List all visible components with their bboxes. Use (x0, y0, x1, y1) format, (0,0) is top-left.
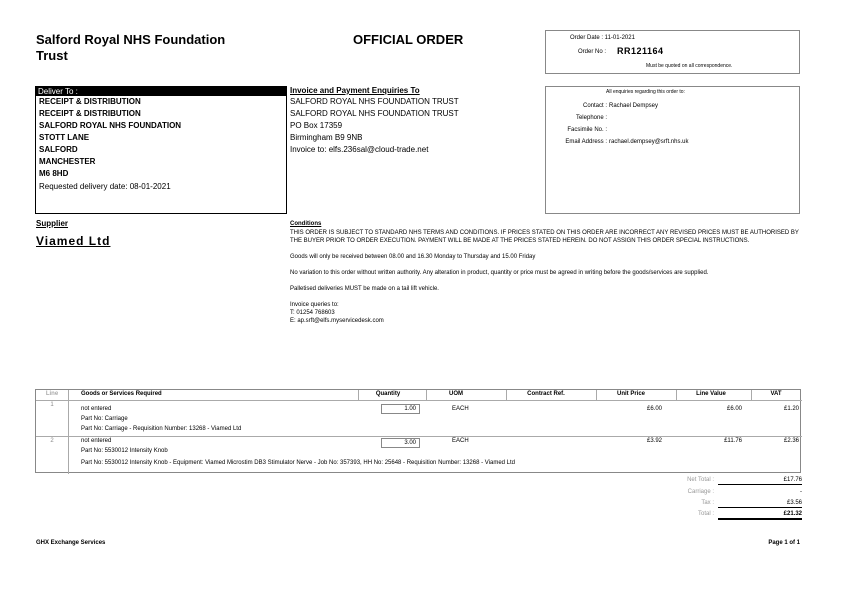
conditions-p5-l3: E: ap.srft@elfs.myservicedesk.com (290, 318, 384, 324)
col-vat-header: VAT (770, 391, 782, 397)
col-qty-header: Quantity (375, 391, 401, 397)
address-line: STOTT LANE (39, 133, 90, 142)
row-unit: £3.92 (646, 438, 662, 444)
row-vat: £1.20 (783, 406, 799, 412)
tax-label: Tax : (701, 500, 714, 506)
row-desc1: not entered (81, 438, 112, 444)
supplier-name: Viamed Ltd (36, 234, 111, 248)
trust-name-line1: Salford Royal NHS Foundation (36, 32, 226, 47)
col-linevalue-header: Line Value (696, 391, 726, 397)
deliver-to-label: Deliver To : (36, 87, 286, 96)
footer-page-number: Page 1 of 1 (768, 540, 800, 546)
invoice-block (290, 86, 545, 156)
row-uom: EACH (452, 406, 469, 412)
address-line: SALFORD ROYAL NHS FOUNDATION (39, 121, 182, 130)
col-goods-header: Goods or Services Required (81, 391, 162, 397)
email-value: rachael.dempsey@srft.nhs.uk (609, 139, 689, 145)
address-line: RECEIPT & DISTRIBUTION (39, 97, 141, 106)
conditions-p2: Goods will only be received between 08.00 and 16.30 Monday to Thursday and 15.00 Friday (290, 254, 536, 260)
contact-label: Contact : (582, 103, 607, 109)
order-no-value: RR121164 (617, 46, 664, 56)
order-info-box (545, 30, 800, 74)
fax-label: Facsimile No. : (567, 127, 607, 133)
col-line-header: Line (45, 391, 59, 397)
invoice-line: PO Box 17359 (290, 121, 343, 130)
deliver-to-address (36, 96, 286, 180)
address-line: M6 8HD (39, 169, 69, 178)
table-row (36, 401, 802, 437)
conditions-block (290, 220, 802, 325)
doc-title: OFFICIAL ORDER (353, 32, 464, 47)
row-vat: £2.36 (783, 438, 799, 444)
enquiries-header: All enquiries regarding this order to: (606, 89, 685, 95)
invoice-line: Invoice to: elfs.236sal@cloud-trade.net (290, 145, 429, 154)
total-value: £21.32 (718, 510, 802, 520)
row-qty: 1.00 (381, 404, 420, 414)
tax-value: £3.56 (718, 499, 802, 508)
row-linevalue: £11.76 (724, 438, 742, 444)
address-line: SALFORD (39, 145, 78, 154)
order-no-note: Must be quoted on all correspondence. (646, 63, 733, 69)
table-header-row (36, 390, 802, 401)
conditions-p4: Palletised deliveries MUST be made on a tail lift vehicle. (290, 286, 439, 292)
conditions-p3: No variation to this order without written authority. Any alteration in product, quantity or price must be agreed in writing before the goods/services are supplied. (290, 270, 709, 276)
col-contract-header: Contract Ref. (527, 391, 565, 397)
row-line: 2 (50, 438, 54, 444)
row-unit: £6.00 (646, 406, 662, 412)
total-label: Total : (697, 511, 714, 517)
contact-value: Rachael Dempsey (609, 103, 659, 109)
row-desc3: Part No: Carriage - Requisition Number: 13268 - Viamed Ltd (81, 426, 242, 432)
order-date: Order Date : 11-01-2021 (570, 35, 635, 41)
requested-delivery-date: Requested delivery date: 08-01-2021 (39, 182, 171, 191)
address-line: MANCHESTER (39, 157, 96, 166)
row-desc2: Part No: 5530012 Intensity Knob (81, 448, 168, 454)
invoice-line: Birmingham B9 9NB (290, 133, 363, 142)
deliver-to-box (35, 86, 287, 214)
col-uom-header: UOM (449, 391, 463, 397)
invoice-line: SALFORD ROYAL NHS FOUNDATION TRUST (290, 109, 459, 118)
row-qty: 3.00 (381, 438, 420, 448)
trust-name (36, 32, 225, 64)
conditions-title: Conditions (290, 221, 322, 227)
conditions-p1: THIS ORDER IS SUBJECT TO STANDARD NHS TERMS AND CONDITIONS. IF PRICES STATED ON THIS ORDER ARE INCORRECT ANY REVISED PRICES MUST BE AUTHORISED BY THE BUYER PRIOR TO ORDER EXECUTION. PAYMENT WILL BE MADE AT THE PRICES STATED HEREIN. DO NOT ASSIGN THIS ORDER SPECIAL INSTRUCTIONS. (290, 230, 799, 244)
row-uom: EACH (452, 438, 469, 444)
row-desc2: Part No: Carriage (81, 416, 128, 422)
carriage-value: - (800, 489, 802, 495)
carriage-label: Carriage : (687, 489, 714, 495)
conditions-p5-l1: Invoice queries to: (290, 302, 339, 308)
table-row (36, 437, 802, 473)
telephone-label: Telephone : (575, 115, 607, 121)
net-total-value: £17.76 (718, 476, 802, 485)
row-linevalue: £6.00 (726, 406, 742, 412)
conditions-p5-l2: T: 01254 768603 (290, 310, 335, 316)
email-label: Email Address : (565, 139, 607, 145)
invoice-title: Invoice and Payment Enquiries To (290, 86, 420, 95)
row-desc3: Part No: 5530012 Intensity Knob - Equipment: Viamed Microstim DB3 Stimulator Nerve - Job No: 357393, HH No: 25648 - Requisition Number: 13268 - Viamed Ltd (81, 460, 515, 466)
net-total-label: Net Total : (687, 477, 714, 483)
col-unit-header: Unit Price (616, 391, 645, 397)
row-desc1: not entered (81, 406, 112, 412)
footer-left: GHX Exchange Services (36, 540, 106, 546)
supplier-label: Supplier (36, 219, 69, 228)
invoice-line: SALFORD ROYAL NHS FOUNDATION TRUST (290, 97, 459, 106)
row-line: 1 (50, 402, 54, 408)
items-table (35, 389, 801, 473)
enquiries-box (545, 86, 800, 214)
order-no-label: Order No : (578, 49, 607, 55)
address-line: RECEIPT & DISTRIBUTION (39, 109, 141, 118)
trust-name-line2: Trust (36, 48, 68, 63)
